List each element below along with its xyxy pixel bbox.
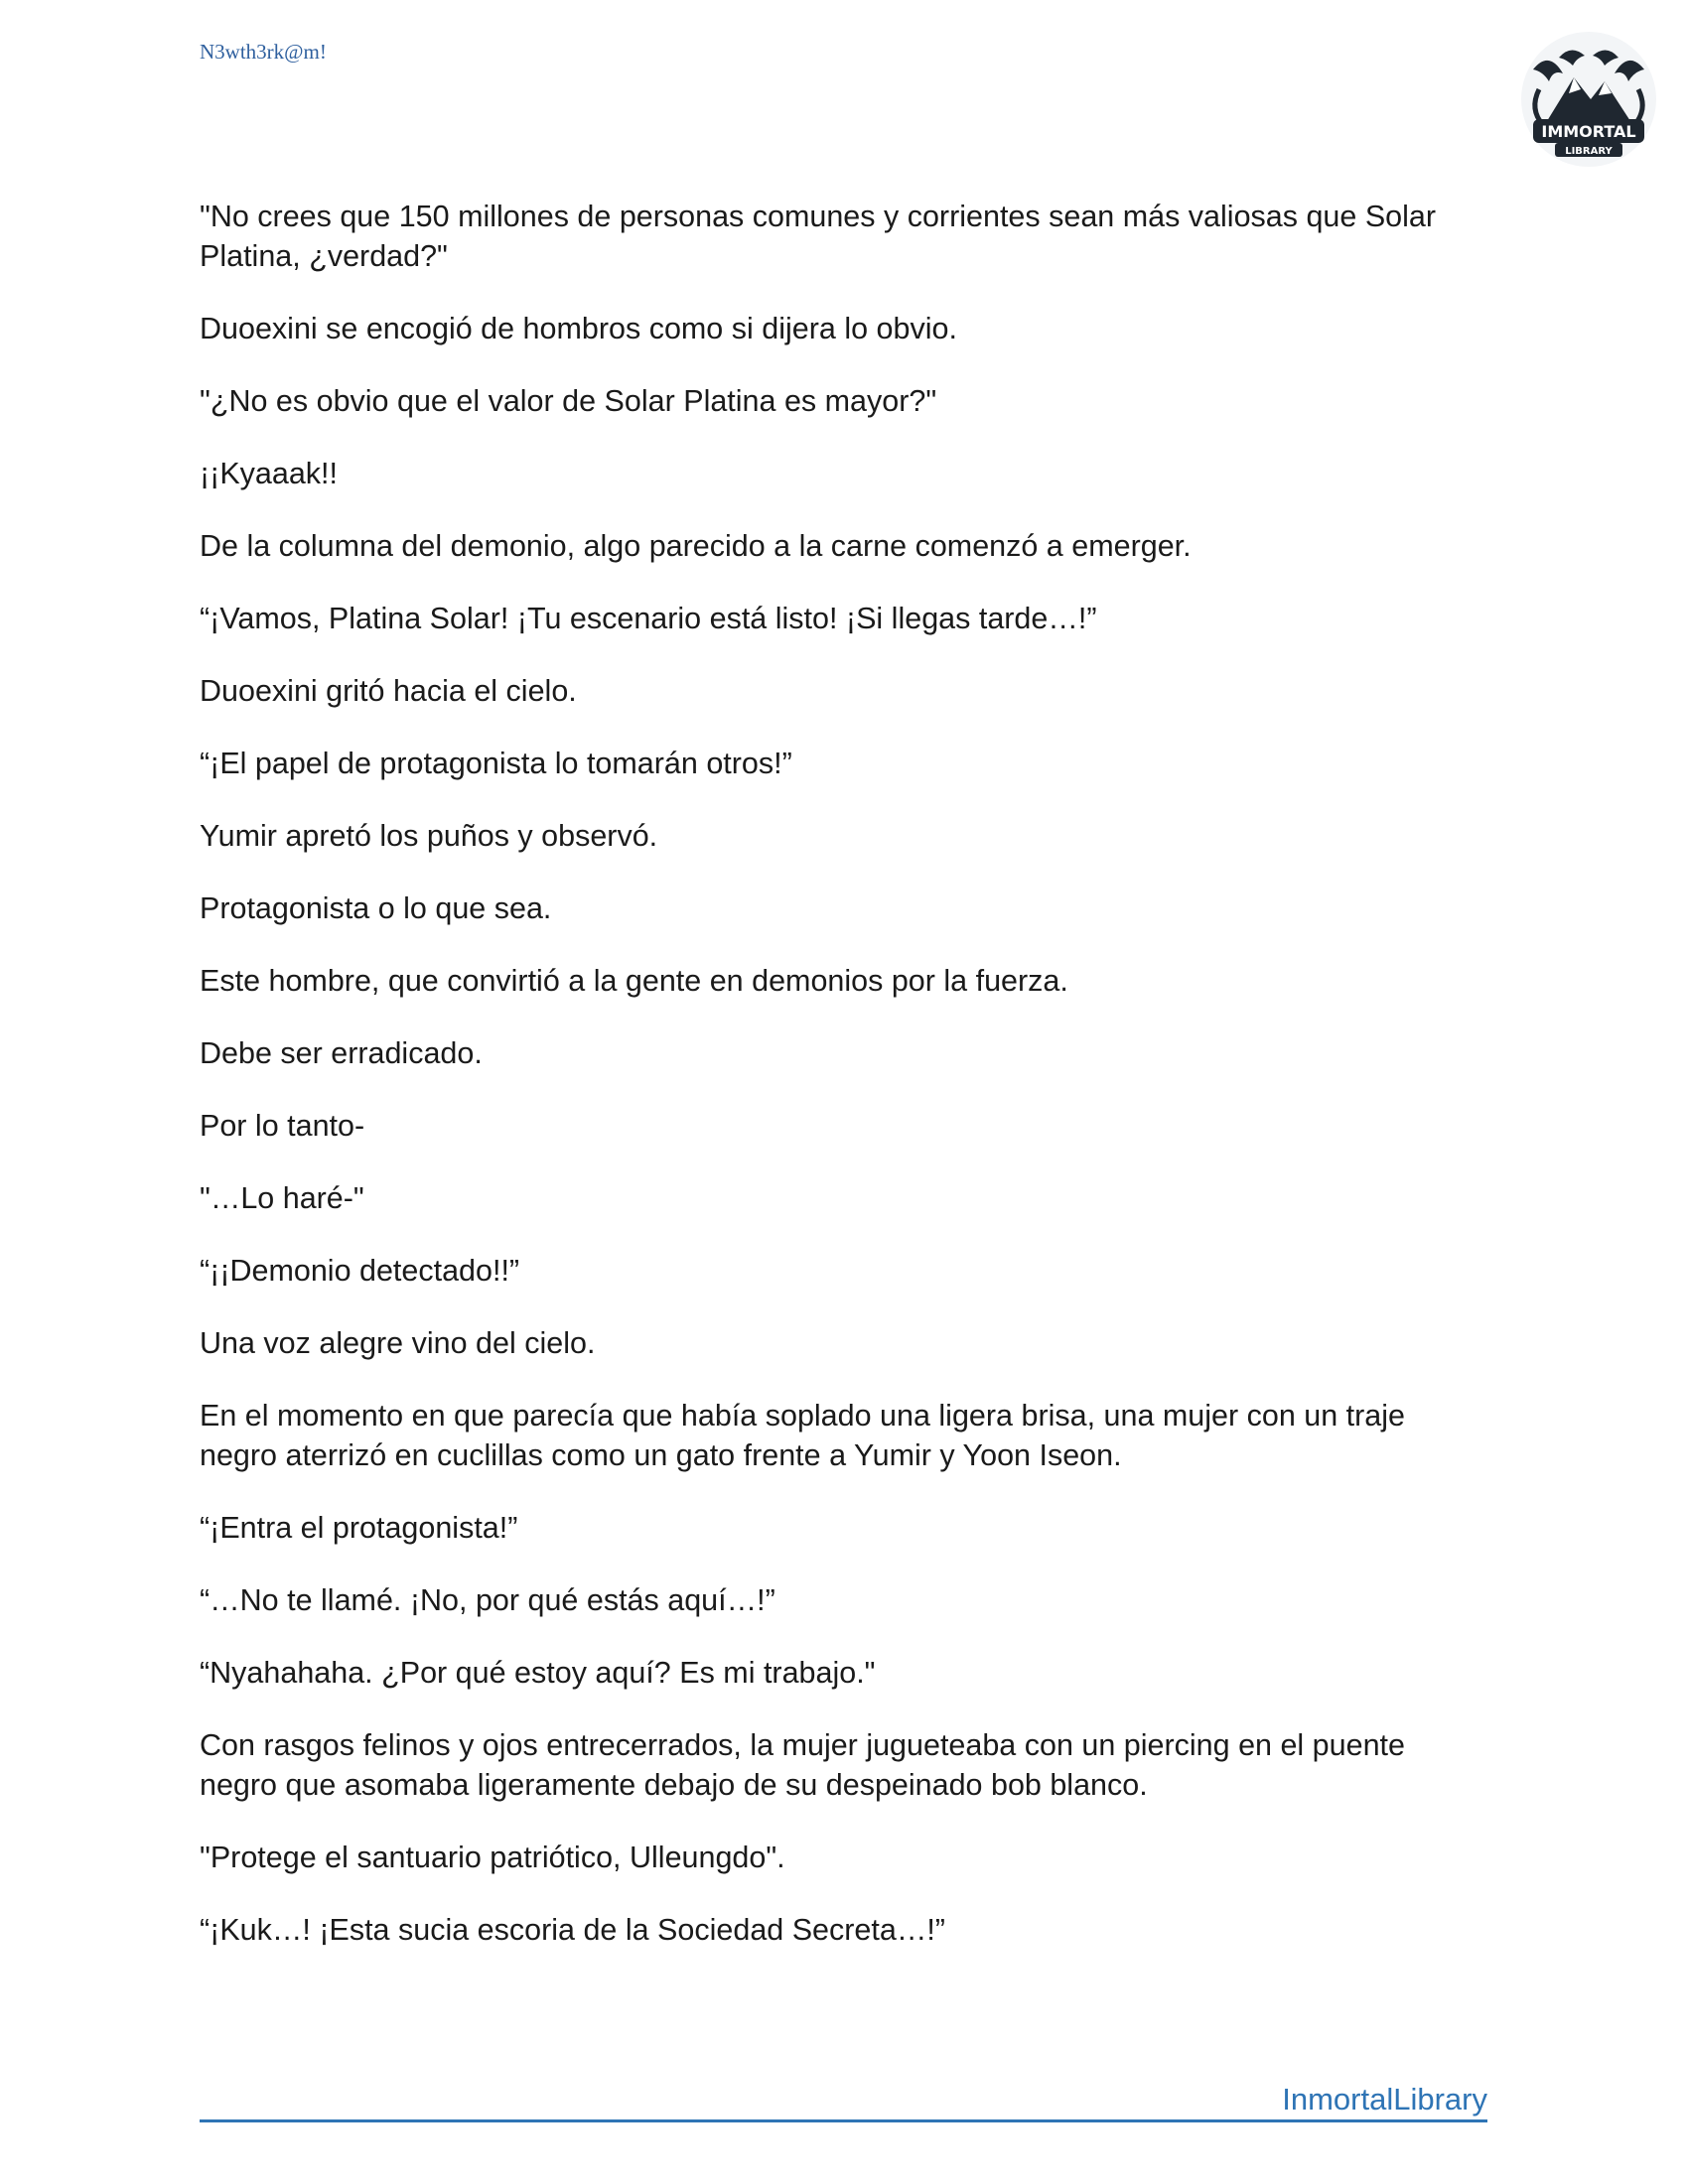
logo-text-bottom: LIBRARY	[1565, 146, 1613, 157]
paragraph: Debe ser erradicado.	[200, 1036, 483, 1070]
paragraph: Por lo tanto-	[200, 1109, 365, 1143]
paragraph: “Nyahahaha. ¿Por qué estoy aquí? Es mi trabajo."	[200, 1656, 876, 1690]
paragraph: De la columna del demonio, algo parecido a la carne comenzó a emerger.	[200, 529, 1192, 563]
paragraph: "No crees que 150 millones de personas comunes y corrientes sean más valiosas que Solar Platina, ¿verdad?"	[200, 200, 1437, 273]
paragraph: “¡El papel de protagonista lo tomarán otros!”	[200, 747, 792, 780]
paragraph: "…Lo haré-"	[200, 1181, 364, 1215]
paragraph: “¡¡Demonio detectado!!”	[200, 1254, 520, 1288]
paragraph: “¡Vamos, Platina Solar! ¡Tu escenario está listo! ¡Si llegas tarde…!”	[200, 602, 1097, 635]
paragraph: “¡Kuk…! ¡Esta sucia escoria de la Sociedad Secreta…!”	[200, 1913, 945, 1947]
dragon-mountain-logo-icon	[1519, 30, 1658, 169]
footer-rule	[200, 2080, 1487, 2122]
paragraph: Duoexini gritó hacia el cielo.	[200, 674, 577, 708]
immortal-library-logo	[1519, 30, 1658, 169]
story-body	[200, 197, 1490, 1982]
paragraph: "¿No es obvio que el valor de Solar Platina es mayor?"	[200, 384, 937, 418]
paragraph: Protagonista o lo que sea.	[200, 891, 552, 925]
footer-link[interactable]: InmortalLibrary	[1282, 2082, 1487, 2116]
paragraph: Una voz alegre vino del cielo.	[200, 1326, 596, 1360]
paragraph: En el momento en que parecía que había soplado una ligera brisa, una mujer con un traje negro aterrizó en cuclillas como un gato frente a Yumir y Yoon Iseon.	[200, 1399, 1406, 1472]
paragraph: “¡Entra el protagonista!”	[200, 1511, 518, 1545]
paragraph: "Protege el santuario patriótico, Ulleungdo".	[200, 1841, 785, 1874]
paragraph: Este hombre, que convirtió a la gente en demonios por la fuerza.	[200, 964, 1068, 998]
paragraph: Con rasgos felinos y ojos entrecerrados, la mujer jugueteaba con un piercing en el puente negro que asomaba ligeramente debajo de su despeinado bob blanco.	[200, 1728, 1405, 1802]
paragraph: ¡¡Kyaaak!!	[200, 457, 338, 490]
paragraph: Duoexini se encogió de hombros como si dijera lo obvio.	[200, 312, 957, 345]
paragraph: Yumir apretó los puños y observó.	[200, 819, 658, 853]
paragraph: “…No te llamé. ¡No, por qué estás aquí…!”	[200, 1583, 775, 1617]
logo-text-top: IMMORTAL	[1541, 122, 1636, 141]
header-watermark: N3wth3rk@m!	[200, 40, 327, 64]
